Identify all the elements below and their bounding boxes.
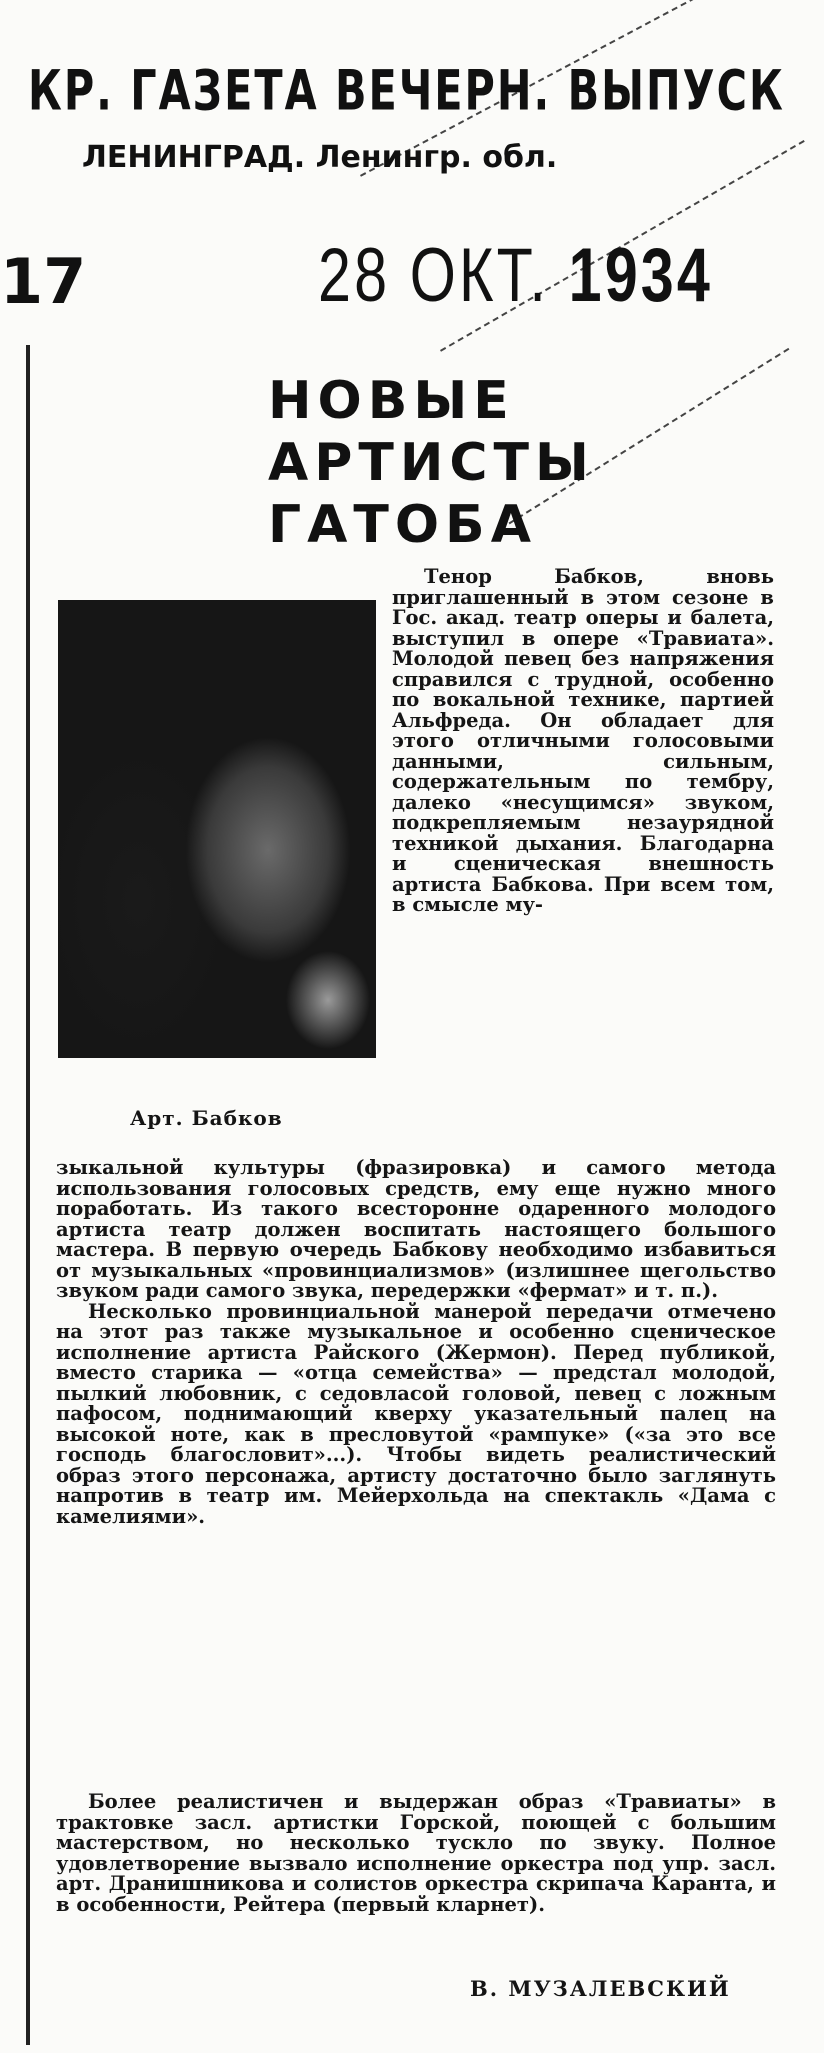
issue-number: 17 xyxy=(0,245,87,318)
city-stamp: ЛЕНИНГРАД. Ленингр. обл. xyxy=(82,140,558,175)
date-year: 1934 xyxy=(568,233,713,318)
article-paragraph: зыкальной культуры (фразировка) и самого метода использования голосовых средств, ему еще нужно много поработать. Из такого всесторонне одаренного молодого артиста театр должен воспитать настоящего большого мастера. В первую очередь Бабкову необходимо избавиться от музыкальных «провинциализмов» (излишнее щегольство звуком ради самого звука, передержки «фермат» и т. п.). xyxy=(56,1156,776,1302)
article-paragraph: Несколько провинциальной манерой передачи отмечено на этот раз также музыкальное и особенно сценическое исполнение артиста Райского (Жермон). Перед публикой, вместо старика — «отца семейства» — предстал молодой, пылкий любовник, с седовласой головой, певец с ложным пафосом, поднимающий кверху указательный палец на высокой ноте, как в пресловутой «рампуке» («за это все господь благословит»...). Чтобы видеть реалистический образ этого персонажа, артисту достаточно было заглянуть напротив в театр им. Мейерхольда на спектакль «Дама с камелиями». xyxy=(56,1299,776,1528)
title-line: ГАТОБА xyxy=(268,495,537,555)
date-day-month: 28 ОКТ. xyxy=(318,233,550,318)
article-body xyxy=(56,1158,776,1527)
photo-caption: Арт. Бабков xyxy=(130,1106,283,1130)
article-paragraph: Тенор Бабков, вновь приглашенный в этом сезоне в Гос. акад. театр оперы и балета, выступил в опере «Травиата». Молодой певец без напряжения справился с трудной, особенно по вокальной технике, партией Альфреда. Он обладает для этого отличными голосовыми данными, сильным, содержательным по тембру, далеко «несущимся» звуком, подкрепляемым незаурядной техникой дыхания. Благодарна и сценическая внешность артиста Бабкова. При всем том, в смысле му- xyxy=(392,565,774,916)
title-line: НОВЫЕ xyxy=(268,371,515,431)
artist-portrait-photo xyxy=(58,600,376,1058)
newspaper-stamp: КР. ГАЗЕТА ВЕЧЕРН. ВЫПУСК xyxy=(28,58,785,123)
title-line: АРТИСТЫ xyxy=(268,433,595,493)
author-signature: В. МУЗАЛЕВСКИЙ xyxy=(470,1976,731,2001)
clipping-edge-rule xyxy=(26,345,30,2045)
date-stamp xyxy=(318,232,713,319)
article-title xyxy=(268,370,595,556)
article-paragraph: Более реалистичен и выдержан образ «Травиаты» в трактовке засл. артистки Горской, поющей с большим мастерством, но несколько тускло по звуку. Полное удовлетворение вызвало исполнение оркестра под упр. засл. арт. Дранишникова и солистов оркестра скрипача Каранта, и в особенности, Рейтера (первый кларнет). xyxy=(56,1790,776,1916)
